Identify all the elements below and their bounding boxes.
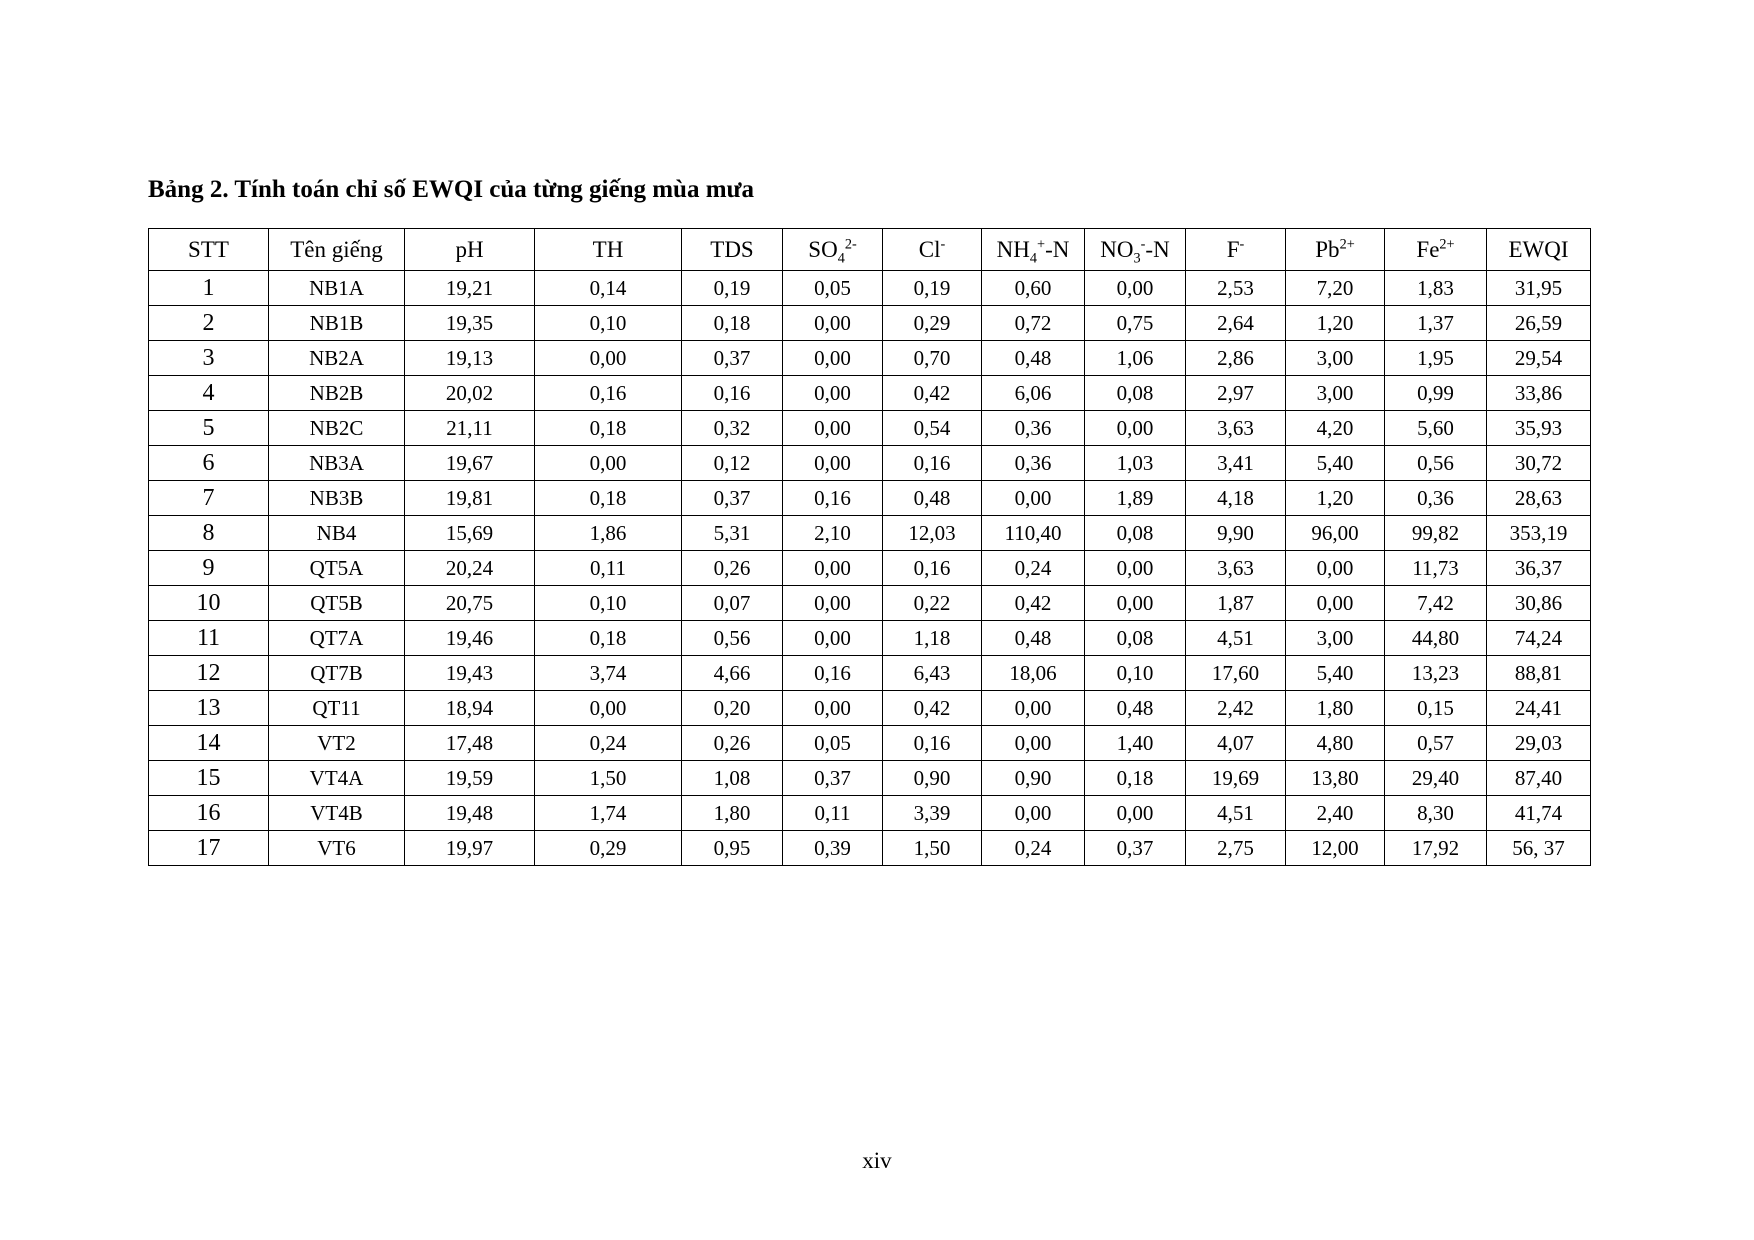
cell-pb: 12,00 xyxy=(1286,831,1385,866)
header-so4 xyxy=(783,229,883,271)
table-row xyxy=(149,376,1591,411)
cell-f: 3,41 xyxy=(1186,446,1286,481)
header-cl-base: Cl xyxy=(918,236,941,262)
cell-so4: 0,05 xyxy=(783,271,883,306)
cell-th: 1,50 xyxy=(535,761,682,796)
cell-stt: 16 xyxy=(149,796,269,831)
cell-ph: 19,21 xyxy=(405,271,535,306)
cell-ph: 19,43 xyxy=(405,656,535,691)
header-ph-base: pH xyxy=(455,236,484,262)
cell-ph: 19,81 xyxy=(405,481,535,516)
cell-ten-gieng: VT2 xyxy=(269,726,405,761)
header-so4-base: SO xyxy=(808,236,838,262)
cell-fe: 0,36 xyxy=(1385,481,1487,516)
cell-ph: 19,59 xyxy=(405,761,535,796)
cell-ph: 20,75 xyxy=(405,586,535,621)
cell-no3-n: 0,00 xyxy=(1085,586,1186,621)
cell-so4: 0,00 xyxy=(783,551,883,586)
cell-ewqi: 31,95 xyxy=(1487,271,1591,306)
cell-ten-gieng: QT7B xyxy=(269,656,405,691)
cell-fe: 7,42 xyxy=(1385,586,1487,621)
cell-no3-n: 0,37 xyxy=(1085,831,1186,866)
header-pb-sup: 2+ xyxy=(1339,235,1355,252)
cell-ten-gieng: NB1B xyxy=(269,306,405,341)
cell-cl: 3,39 xyxy=(883,796,982,831)
cell-th: 0,29 xyxy=(535,831,682,866)
cell-pb: 2,40 xyxy=(1286,796,1385,831)
table-body xyxy=(149,271,1591,866)
cell-ph: 20,02 xyxy=(405,376,535,411)
cell-th: 0,18 xyxy=(535,621,682,656)
cell-ewqi: 56, 37 xyxy=(1487,831,1591,866)
cell-so4: 0,16 xyxy=(783,656,883,691)
cell-so4: 0,00 xyxy=(783,306,883,341)
cell-pb: 4,80 xyxy=(1286,726,1385,761)
cell-pb: 5,40 xyxy=(1286,446,1385,481)
cell-no3-n: 0,08 xyxy=(1085,621,1186,656)
cell-pb: 5,40 xyxy=(1286,656,1385,691)
cell-f: 9,90 xyxy=(1186,516,1286,551)
table-row xyxy=(149,726,1591,761)
header-so4-sup: 2- xyxy=(844,235,857,252)
header-pb-base: Pb xyxy=(1315,236,1340,262)
cell-th: 0,11 xyxy=(535,551,682,586)
table-row xyxy=(149,516,1591,551)
header-nh4-n-sub: 4 xyxy=(1029,250,1038,267)
cell-stt: 4 xyxy=(149,376,269,411)
cell-no3-n: 1,89 xyxy=(1085,481,1186,516)
header-no3-n-sub: 3 xyxy=(1133,250,1141,267)
cell-nh4-n: 0,24 xyxy=(982,551,1085,586)
cell-stt: 14 xyxy=(149,726,269,761)
cell-th: 1,86 xyxy=(535,516,682,551)
cell-so4: 0,37 xyxy=(783,761,883,796)
header-th xyxy=(535,229,682,271)
cell-so4: 0,11 xyxy=(783,796,883,831)
cell-ewqi: 30,72 xyxy=(1487,446,1591,481)
header-ewqi xyxy=(1487,229,1591,271)
cell-ewqi: 88,81 xyxy=(1487,656,1591,691)
cell-ten-gieng: NB2C xyxy=(269,411,405,446)
cell-nh4-n: 0,00 xyxy=(982,691,1085,726)
cell-ewqi: 28,63 xyxy=(1487,481,1591,516)
cell-f: 3,63 xyxy=(1186,551,1286,586)
cell-stt: 10 xyxy=(149,586,269,621)
header-ewqi-base: EWQI xyxy=(1508,236,1569,262)
cell-so4: 0,00 xyxy=(783,446,883,481)
cell-stt: 6 xyxy=(149,446,269,481)
cell-f: 3,63 xyxy=(1186,411,1286,446)
header-row xyxy=(149,229,1591,271)
cell-ten-gieng: VT4A xyxy=(269,761,405,796)
header-no3-n-sup: - xyxy=(1140,235,1146,252)
table-row xyxy=(149,621,1591,656)
cell-f: 19,69 xyxy=(1186,761,1286,796)
cell-no3-n: 1,40 xyxy=(1085,726,1186,761)
cell-no3-n: 0,00 xyxy=(1085,796,1186,831)
cell-f: 17,60 xyxy=(1186,656,1286,691)
header-nh4-n-tail: -N xyxy=(1045,236,1070,262)
cell-pb: 0,00 xyxy=(1286,551,1385,586)
cell-th: 0,10 xyxy=(535,306,682,341)
header-no3-n xyxy=(1085,229,1186,271)
cell-so4: 0,39 xyxy=(783,831,883,866)
cell-stt: 12 xyxy=(149,656,269,691)
cell-cl: 0,54 xyxy=(883,411,982,446)
cell-nh4-n: 0,36 xyxy=(982,411,1085,446)
cell-th: 0,00 xyxy=(535,341,682,376)
cell-no3-n: 1,03 xyxy=(1085,446,1186,481)
cell-no3-n: 0,10 xyxy=(1085,656,1186,691)
cell-ewqi: 33,86 xyxy=(1487,376,1591,411)
cell-f: 2,86 xyxy=(1186,341,1286,376)
cell-f: 2,75 xyxy=(1186,831,1286,866)
cell-fe: 99,82 xyxy=(1385,516,1487,551)
cell-fe: 0,57 xyxy=(1385,726,1487,761)
cell-nh4-n: 0,72 xyxy=(982,306,1085,341)
cell-stt: 11 xyxy=(149,621,269,656)
cell-pb: 7,20 xyxy=(1286,271,1385,306)
cell-ph: 15,69 xyxy=(405,516,535,551)
cell-cl: 0,48 xyxy=(883,481,982,516)
cell-so4: 2,10 xyxy=(783,516,883,551)
header-ten-gieng-base: Tên giếng xyxy=(290,236,383,262)
table-row xyxy=(149,306,1591,341)
table-row xyxy=(149,271,1591,306)
cell-no3-n: 0,48 xyxy=(1085,691,1186,726)
cell-nh4-n: 0,24 xyxy=(982,831,1085,866)
cell-tds: 0,16 xyxy=(682,376,783,411)
cell-no3-n: 0,00 xyxy=(1085,271,1186,306)
cell-nh4-n: 0,42 xyxy=(982,586,1085,621)
cell-ph: 19,35 xyxy=(405,306,535,341)
cell-pb: 1,20 xyxy=(1286,306,1385,341)
table-row xyxy=(149,446,1591,481)
cell-fe: 11,73 xyxy=(1385,551,1487,586)
cell-fe: 1,95 xyxy=(1385,341,1487,376)
cell-ewqi: 36,37 xyxy=(1487,551,1591,586)
cell-nh4-n: 0,00 xyxy=(982,726,1085,761)
cell-ten-gieng: NB2B xyxy=(269,376,405,411)
header-ten-gieng xyxy=(269,229,405,271)
cell-tds: 0,37 xyxy=(682,341,783,376)
cell-stt: 3 xyxy=(149,341,269,376)
cell-ten-gieng: VT6 xyxy=(269,831,405,866)
cell-f: 1,87 xyxy=(1186,586,1286,621)
cell-tds: 0,12 xyxy=(682,446,783,481)
cell-fe: 0,99 xyxy=(1385,376,1487,411)
header-f-sup: - xyxy=(1239,235,1245,252)
cell-pb: 4,20 xyxy=(1286,411,1385,446)
cell-ewqi: 30,86 xyxy=(1487,586,1591,621)
cell-stt: 1 xyxy=(149,271,269,306)
cell-nh4-n: 0,00 xyxy=(982,481,1085,516)
header-ph xyxy=(405,229,535,271)
cell-ewqi: 29,54 xyxy=(1487,341,1591,376)
cell-so4: 0,00 xyxy=(783,586,883,621)
cell-f: 4,07 xyxy=(1186,726,1286,761)
cell-so4: 0,16 xyxy=(783,481,883,516)
cell-ten-gieng: NB3B xyxy=(269,481,405,516)
cell-th: 0,00 xyxy=(535,446,682,481)
cell-nh4-n: 0,60 xyxy=(982,271,1085,306)
cell-th: 0,16 xyxy=(535,376,682,411)
header-stt-base: STT xyxy=(188,236,229,262)
cell-ewqi: 35,93 xyxy=(1487,411,1591,446)
cell-pb: 3,00 xyxy=(1286,376,1385,411)
cell-nh4-n: 110,40 xyxy=(982,516,1085,551)
cell-no3-n: 0,08 xyxy=(1085,376,1186,411)
cell-tds: 0,26 xyxy=(682,726,783,761)
header-fe-sup: 2+ xyxy=(1439,235,1455,252)
header-so4-sub: 4 xyxy=(837,250,845,267)
header-cl-sup: - xyxy=(940,235,946,252)
cell-ph: 18,94 xyxy=(405,691,535,726)
header-no3-n-tail: -N xyxy=(1145,236,1170,262)
cell-tds: 0,19 xyxy=(682,271,783,306)
cell-fe: 8,30 xyxy=(1385,796,1487,831)
cell-ewqi: 353,19 xyxy=(1487,516,1591,551)
cell-tds: 0,32 xyxy=(682,411,783,446)
table-row xyxy=(149,411,1591,446)
cell-ten-gieng: QT5A xyxy=(269,551,405,586)
cell-tds: 0,95 xyxy=(682,831,783,866)
cell-fe: 5,60 xyxy=(1385,411,1487,446)
cell-th: 0,24 xyxy=(535,726,682,761)
cell-nh4-n: 0,00 xyxy=(982,796,1085,831)
table-row xyxy=(149,341,1591,376)
cell-stt: 2 xyxy=(149,306,269,341)
table-row xyxy=(149,481,1591,516)
cell-no3-n: 0,08 xyxy=(1085,516,1186,551)
header-tds-base: TDS xyxy=(710,236,754,262)
cell-cl: 0,19 xyxy=(883,271,982,306)
cell-fe: 13,23 xyxy=(1385,656,1487,691)
cell-f: 4,18 xyxy=(1186,481,1286,516)
cell-cl: 0,70 xyxy=(883,341,982,376)
cell-ten-gieng: QT7A xyxy=(269,621,405,656)
cell-so4: 0,05 xyxy=(783,726,883,761)
cell-ten-gieng: QT11 xyxy=(269,691,405,726)
cell-tds: 0,18 xyxy=(682,306,783,341)
cell-ph: 19,13 xyxy=(405,341,535,376)
header-no3-n-base: NO xyxy=(1100,236,1134,262)
cell-nh4-n: 0,90 xyxy=(982,761,1085,796)
cell-stt: 9 xyxy=(149,551,269,586)
table-row xyxy=(149,551,1591,586)
table-row xyxy=(149,586,1591,621)
cell-th: 0,18 xyxy=(535,411,682,446)
table-header xyxy=(149,229,1591,271)
cell-fe: 0,15 xyxy=(1385,691,1487,726)
cell-cl: 0,42 xyxy=(883,376,982,411)
table-caption: Bảng 2. Tính toán chỉ số EWQI của từng giếng mùa mưa xyxy=(148,176,755,203)
cell-tds: 0,37 xyxy=(682,481,783,516)
cell-fe: 1,83 xyxy=(1385,271,1487,306)
cell-ph: 19,46 xyxy=(405,621,535,656)
header-f-base: F xyxy=(1226,236,1240,262)
cell-tds: 1,80 xyxy=(682,796,783,831)
cell-nh4-n: 18,06 xyxy=(982,656,1085,691)
cell-cl: 6,43 xyxy=(883,656,982,691)
table-row xyxy=(149,656,1591,691)
cell-so4: 0,00 xyxy=(783,691,883,726)
cell-stt: 8 xyxy=(149,516,269,551)
table-row xyxy=(149,761,1591,796)
cell-nh4-n: 0,36 xyxy=(982,446,1085,481)
cell-ewqi: 74,24 xyxy=(1487,621,1591,656)
cell-nh4-n: 0,48 xyxy=(982,621,1085,656)
cell-cl: 12,03 xyxy=(883,516,982,551)
cell-pb: 0,00 xyxy=(1286,586,1385,621)
cell-f: 2,42 xyxy=(1186,691,1286,726)
cell-stt: 13 xyxy=(149,691,269,726)
header-cl xyxy=(883,229,982,271)
cell-no3-n: 0,00 xyxy=(1085,411,1186,446)
cell-f: 2,64 xyxy=(1186,306,1286,341)
cell-ten-gieng: NB3A xyxy=(269,446,405,481)
cell-ewqi: 29,03 xyxy=(1487,726,1591,761)
cell-cl: 0,29 xyxy=(883,306,982,341)
header-fe xyxy=(1385,229,1487,271)
cell-stt: 17 xyxy=(149,831,269,866)
cell-pb: 13,80 xyxy=(1286,761,1385,796)
cell-so4: 0,00 xyxy=(783,341,883,376)
cell-ph: 17,48 xyxy=(405,726,535,761)
cell-pb: 1,80 xyxy=(1286,691,1385,726)
header-pb xyxy=(1286,229,1385,271)
cell-tds: 4,66 xyxy=(682,656,783,691)
cell-th: 0,14 xyxy=(535,271,682,306)
cell-ph: 20,24 xyxy=(405,551,535,586)
cell-cl: 0,22 xyxy=(883,586,982,621)
cell-tds: 5,31 xyxy=(682,516,783,551)
cell-ph: 19,97 xyxy=(405,831,535,866)
cell-f: 4,51 xyxy=(1186,796,1286,831)
cell-fe: 17,92 xyxy=(1385,831,1487,866)
cell-nh4-n: 6,06 xyxy=(982,376,1085,411)
cell-tds: 0,07 xyxy=(682,586,783,621)
cell-tds: 0,56 xyxy=(682,621,783,656)
cell-cl: 0,16 xyxy=(883,551,982,586)
cell-stt: 15 xyxy=(149,761,269,796)
header-f xyxy=(1186,229,1286,271)
cell-so4: 0,00 xyxy=(783,411,883,446)
cell-tds: 0,20 xyxy=(682,691,783,726)
cell-no3-n: 0,18 xyxy=(1085,761,1186,796)
cell-fe: 0,56 xyxy=(1385,446,1487,481)
cell-th: 0,10 xyxy=(535,586,682,621)
cell-pb: 96,00 xyxy=(1286,516,1385,551)
cell-stt: 5 xyxy=(149,411,269,446)
cell-tds: 0,26 xyxy=(682,551,783,586)
cell-pb: 3,00 xyxy=(1286,621,1385,656)
cell-ewqi: 26,59 xyxy=(1487,306,1591,341)
header-stt xyxy=(149,229,269,271)
cell-cl: 0,16 xyxy=(883,726,982,761)
cell-ph: 19,48 xyxy=(405,796,535,831)
cell-ten-gieng: NB1A xyxy=(269,271,405,306)
cell-th: 3,74 xyxy=(535,656,682,691)
table-row xyxy=(149,831,1591,866)
cell-ten-gieng: NB2A xyxy=(269,341,405,376)
header-fe-base: Fe xyxy=(1416,236,1440,262)
cell-no3-n: 0,75 xyxy=(1085,306,1186,341)
cell-ph: 19,67 xyxy=(405,446,535,481)
cell-ewqi: 41,74 xyxy=(1487,796,1591,831)
cell-fe: 44,80 xyxy=(1385,621,1487,656)
cell-f: 2,53 xyxy=(1186,271,1286,306)
cell-cl: 1,50 xyxy=(883,831,982,866)
cell-ten-gieng: VT4B xyxy=(269,796,405,831)
cell-tds: 1,08 xyxy=(682,761,783,796)
cell-th: 0,18 xyxy=(535,481,682,516)
cell-fe: 29,40 xyxy=(1385,761,1487,796)
cell-ewqi: 87,40 xyxy=(1487,761,1591,796)
cell-cl: 0,90 xyxy=(883,761,982,796)
cell-ewqi: 24,41 xyxy=(1487,691,1591,726)
header-nh4-n xyxy=(982,229,1085,271)
cell-fe: 1,37 xyxy=(1385,306,1487,341)
cell-so4: 0,00 xyxy=(783,376,883,411)
cell-cl: 1,18 xyxy=(883,621,982,656)
cell-nh4-n: 0,48 xyxy=(982,341,1085,376)
cell-ph: 21,11 xyxy=(405,411,535,446)
cell-pb: 1,20 xyxy=(1286,481,1385,516)
header-nh4-n-base: NH xyxy=(996,236,1030,262)
page-number: xiv xyxy=(862,1148,892,1173)
cell-cl: 0,16 xyxy=(883,446,982,481)
ewqi-table xyxy=(148,228,1591,866)
header-th-base: TH xyxy=(592,236,624,262)
cell-so4: 0,00 xyxy=(783,621,883,656)
cell-pb: 3,00 xyxy=(1286,341,1385,376)
cell-th: 0,00 xyxy=(535,691,682,726)
cell-f: 4,51 xyxy=(1186,621,1286,656)
header-nh4-n-sup: + xyxy=(1037,235,1046,252)
header-tds xyxy=(682,229,783,271)
cell-stt: 7 xyxy=(149,481,269,516)
cell-ten-gieng: NB4 xyxy=(269,516,405,551)
cell-f: 2,97 xyxy=(1186,376,1286,411)
table-row xyxy=(149,691,1591,726)
cell-no3-n: 1,06 xyxy=(1085,341,1186,376)
cell-no3-n: 0,00 xyxy=(1085,551,1186,586)
cell-cl: 0,42 xyxy=(883,691,982,726)
cell-th: 1,74 xyxy=(535,796,682,831)
table-row xyxy=(149,796,1591,831)
cell-ten-gieng: QT5B xyxy=(269,586,405,621)
